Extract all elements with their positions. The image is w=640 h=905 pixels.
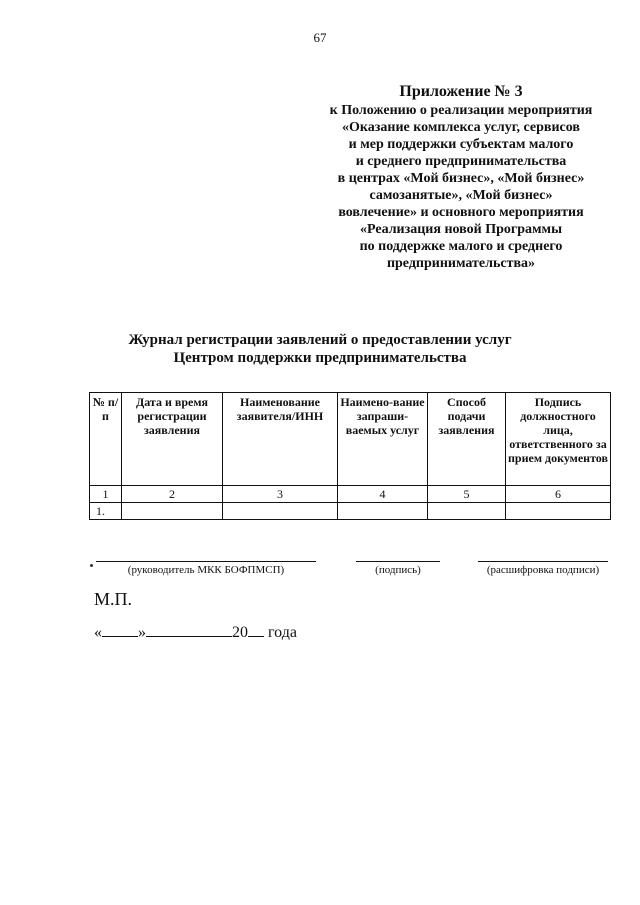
table-cell: 3 (223, 486, 338, 503)
table-cell: 1. (90, 503, 122, 520)
year-blank (248, 622, 264, 637)
appendix-line: «Реализация новой Программы (359, 222, 563, 237)
scan-dot (90, 564, 93, 567)
journal-title-line: Журнал регистрации заявлений о предоставлении услуг (128, 332, 512, 348)
column-header-number: № п/п (90, 393, 122, 486)
table-cell: 2 (122, 486, 223, 503)
table-cell: 5 (428, 486, 506, 503)
appendix-line: и мер поддержки субъектам малого (348, 137, 574, 152)
table-cell (223, 503, 338, 520)
page-number: 67 (313, 30, 327, 45)
table-cell: 6 (506, 486, 611, 503)
appendix-line: предпринимательства» (386, 256, 536, 271)
table-header-row (90, 393, 611, 486)
table-cell (506, 503, 611, 520)
column-header-services: Наимено-вание запраши-ваемых услуг (338, 393, 428, 486)
registration-table (89, 392, 611, 520)
column-numbering-row (90, 486, 611, 503)
table-cell (338, 503, 428, 520)
appendix-title: Приложение № 3 (399, 83, 523, 100)
table-cell (122, 503, 223, 520)
day-blank (102, 622, 138, 637)
year-prefix: 20 (232, 624, 248, 641)
journal-title-line: Центром поддержки предпринимательства (173, 350, 467, 366)
head-signature-line (96, 561, 316, 562)
column-header-applicant: Наименование заявителя/ИНН (223, 393, 338, 486)
appendix-line: вовлечение» и основного мероприятия (338, 205, 584, 220)
appendix-line: «Оказание комплекса услуг, сервисов (342, 120, 580, 135)
signature-caption: (подпись) (375, 564, 421, 576)
table-cell: 1 (90, 486, 122, 503)
table-cell (428, 503, 506, 520)
appendix-line: в центрах «Мой бизнес», «Мой бизнес» (337, 171, 585, 186)
column-header-method: Способ подачи заявления (428, 393, 506, 486)
table-row (90, 503, 611, 520)
table-cell: 4 (338, 486, 428, 503)
date-close-quote: » (138, 624, 146, 641)
decoding-line (478, 561, 608, 562)
appendix-line: к Положению о реализации мероприятия (329, 103, 593, 118)
decoding-caption: (расшифровка подписи) (486, 564, 600, 576)
date-line (94, 622, 297, 642)
month-blank (146, 622, 232, 637)
column-header-signature: Подпись должностного лица, ответственного за прием документов (506, 393, 611, 486)
column-header-date: Дата и время регистрации заявления (122, 393, 223, 486)
appendix-line: по поддержке малого и среднего (359, 239, 563, 254)
appendix-line: самозанятые», «Мой бизнес» (369, 188, 553, 203)
appendix-line: и среднего предпринимательства (355, 154, 567, 169)
stamp-label: М.П. (94, 589, 133, 609)
year-suffix: года (268, 624, 297, 641)
date-open-quote: « (94, 624, 102, 641)
signature-line (356, 561, 440, 562)
appendix-block (296, 82, 626, 272)
head-caption: (руководитель МКК БОФПМСП) (127, 564, 285, 576)
journal-title (0, 331, 640, 367)
